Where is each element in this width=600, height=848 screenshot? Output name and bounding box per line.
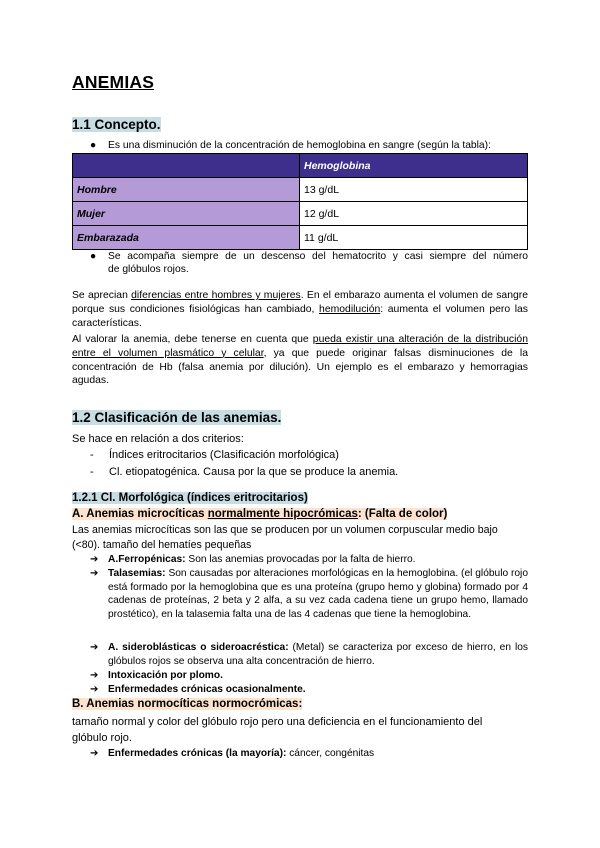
section-1-heading: 1.1 Concepto. — [72, 117, 161, 132]
arrow-icon: ➔ — [90, 670, 99, 681]
section-2-heading: 1.2 Clasificación de las anemias. — [72, 410, 282, 425]
bullet-text-line: de glóbulos rojos. — [108, 264, 189, 276]
criteria-intro: Se hace en relación a dos criterios: — [72, 433, 244, 445]
arrow-icon: ➔ — [90, 554, 99, 565]
arrow-icon: ➔ — [90, 568, 99, 579]
list-item: ➔ A.Ferropénicas: Son las anemias provocadas por la falta de hierro. — [90, 554, 416, 565]
list-item: ➔ A. sideroblásticas o sideroacréstica: (Metal) se caracteriza por exceso de hierro, en los glóbulos rojos se observa una alta concentración de hierro. — [90, 642, 528, 667]
table-row — [73, 178, 528, 202]
bullet-text-line: Se acompaña siempre de un descenso del hematocrito y casi siempre del número — [108, 251, 528, 262]
table-header-hemoglobina: Hemoglobina — [300, 154, 528, 178]
group-a-heading: A. Anemias microcíticas normalmente hipocrómicas: (Falta de color) — [72, 508, 448, 520]
document-page: ANEMIAS 1.1 Concepto. ● Es una disminución de la concentración de hemoglobina en sangre (según la tabla): Hemoglobina Hombre 13 g/dL Mujer 12 g/dL Embarazada 11 g/dL ● Se acompaña siempre de un descenso del hematocrito y casi siempre del número de glóbulos rojos. Se aprecian diferencias entre hombres y mujeres. En el embarazo aumenta el volumen de sangre porque sus condiciones fisiológicas han cambiado, hemodilución: aumenta el volumen pero las características. Al valorar la anemia, debe tenerse en cuenta que pueda existir una alteración de la distribución entre el volumen plasmático y celular, ya que puede originar falsas disminuciones de la concentración de Hb (falsa anemia por dilución). Un ejemplo es el embarazo y hemorragias agudas. 1.2 Clasificación de las anemias. Se hace en relación a dos criterios: - Índices eritrocitarios (Clasificación morfológica) - Cl. etiopatogénica. Causa por la que se produce la anemia. 1.2.1 Cl. Morfológica (índices eritrocitarios) A. Anemias microcíticas normalmente hipocrómicas: (Falta de color) Las anemias microcíticas son las que se producen por un volumen corpuscular medio bajo (<80). tamaño del hematíes pequeñas ➔ A.Ferropénicas: Son las anemias provocadas por la falta de hierro. ➔ Talasemias: Son causadas por alteraciones morfológicas en la hemoglobina. (el glóbulo rojo está formado por la hemoglobina que es una proteína (grupo hemo y globina) formado por 4 cadenas de proteínas, 2 beta y 2 alfa, a su vez cada cadena tiene un grupo hemo, llamado prostético), en la talasemia falta una de las 4 cadenas que tiene la hemoglobina. ➔ A. sideroblásticas o sideroacréstica: (Metal) se caracteriza por exceso de hierro, en los glóbulos rojos se observa una alta concentración de hierro. ➔ Intoxicación por plomo. ➔ Enfermedades crónicas ocasionalmente. B. Anemias normocíticas normocrómicas: tamaño normal y color del glóbulo rojo pero una deficiencia en el funcionamiento del glóbulo rojo. ➔ Enfermedades crónicas (la mayoría): cáncer, congénitas — [72, 72, 529, 759]
bullet-dot-icon: ● — [90, 140, 97, 151]
bullet-text: Es una disminución de la concentración de hemoglobina en sangre (según la tabla): — [108, 140, 491, 151]
arrow-icon: ➔ — [90, 642, 99, 653]
table-row — [73, 202, 528, 226]
paragraph-diferencias: Se aprecian diferencias entre hombres y mujeres. En el embarazo aumenta el volumen de sangre porque sus condiciones fisiológicas han cambiado, hemodilución: aumenta el volumen pero las características. — [72, 290, 528, 329]
row-label: Mujer — [73, 202, 300, 226]
page-title: ANEMIAS — [72, 72, 155, 92]
group-a-description: Las anemias microcíticas son las que se producen por un volumen corpuscular medio bajo (<80). tamaño del hematíes pequeñas — [72, 524, 498, 551]
list-item: ➔ Intoxicación por plomo. — [90, 670, 223, 681]
row-label: Hombre — [73, 178, 300, 202]
list-item: ➔ Talasemias: Son causadas por alteraciones morfológicas en la hemoglobina. (el glóbulo rojo está formado por la hemoglobina que es una proteína (grupo hemo y globina) formado por 4 cadenas de proteínas, 2 beta y 2 alfa, a su vez cada cadena tiene un grupo hemo, llamado prostético), en la talasemia falta una de las 4 cadenas que tiene la hemoglobina. — [90, 568, 528, 620]
row-label: Embarazada — [73, 226, 300, 250]
paragraph-valorar: Al valorar la anemia, debe tenerse en cuenta que pueda existir una alteración de la distribución entre el volumen plasmático y celular, ya que puede originar falsas disminuciones de la concentración de Hb (falsa anemia por dilución). Un ejemplo es el embarazo y hemorragias agudas. — [72, 334, 529, 387]
arrow-icon: ➔ — [90, 684, 99, 695]
hemoglobin-table — [72, 153, 528, 250]
group-b-description: tamaño normal y color del glóbulo rojo pero una deficiencia en el funcionamiento del glóbulo rojo. — [72, 716, 483, 744]
arrow-icon: ➔ — [90, 748, 99, 759]
list-item: ➔ Enfermedades crónicas ocasionalmente. — [90, 684, 306, 695]
subsection-heading: 1.2.1 Cl. Morfológica (índices eritrocitarios) — [72, 492, 308, 504]
list-item: ➔ Enfermedades crónicas (la mayoría): cáncer, congénitas — [90, 748, 375, 759]
bullet-dot-icon: ● — [90, 251, 97, 262]
row-value: 11 g/dL — [300, 226, 528, 250]
table-header-row — [73, 154, 528, 178]
row-value: 13 g/dL — [300, 178, 528, 202]
row-value: 12 g/dL — [300, 202, 528, 226]
table-header-empty — [73, 154, 300, 178]
group-b-heading: B. Anemias normocíticas normocrómicas: — [72, 698, 303, 710]
table-row — [73, 226, 528, 250]
